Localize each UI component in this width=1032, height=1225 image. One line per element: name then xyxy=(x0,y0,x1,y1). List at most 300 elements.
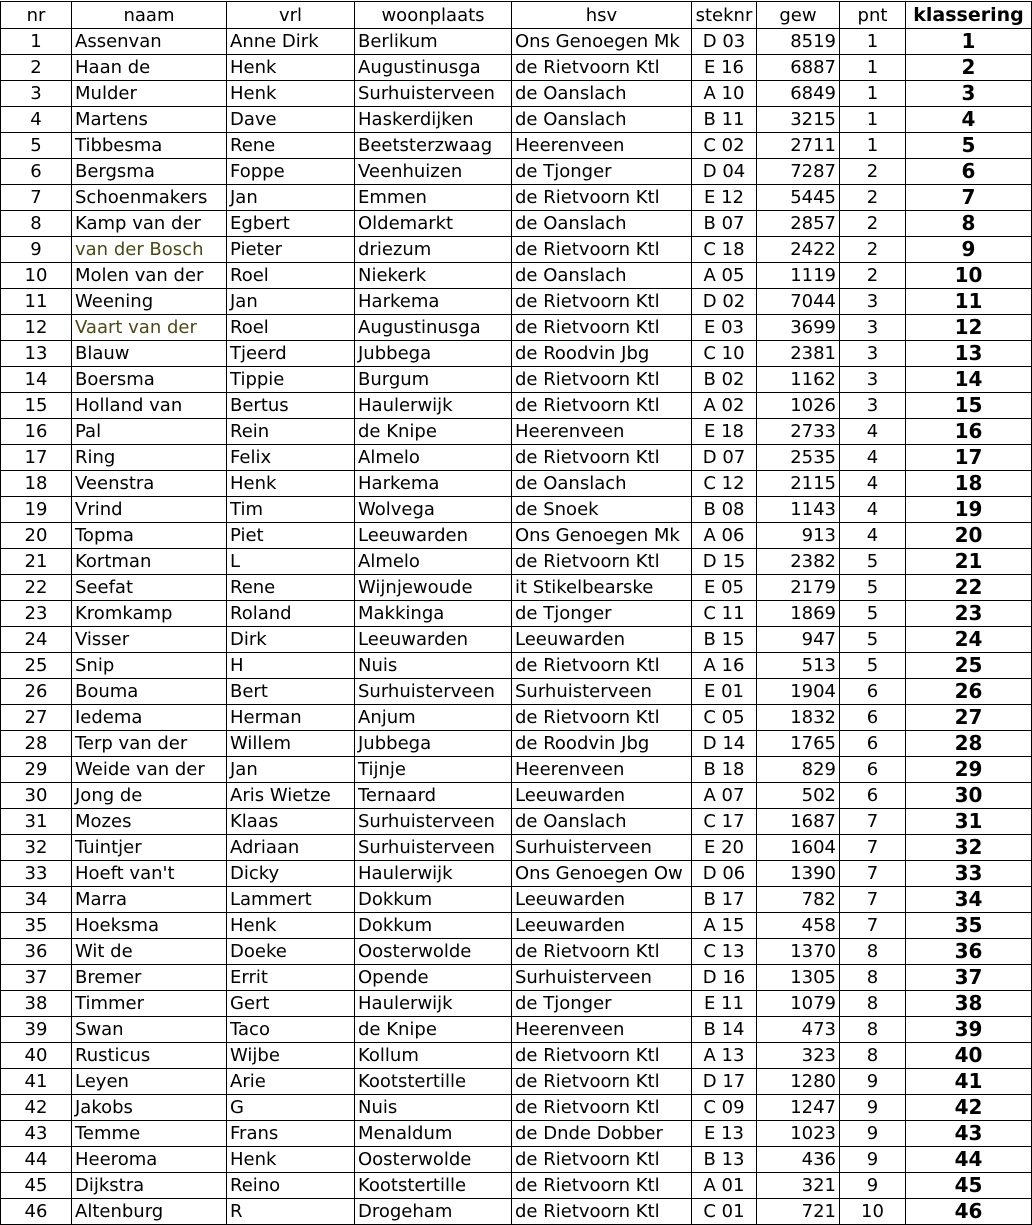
cell-pnt: 2 xyxy=(840,159,906,185)
cell-hsv: Leeuwarden xyxy=(512,627,692,653)
cell-woonplaats: Surhuisterveen xyxy=(355,679,512,705)
cell-naam: Wit de xyxy=(72,939,227,965)
cell-vrl: Errit xyxy=(227,965,355,991)
cell-woonplaats: Opende xyxy=(355,965,512,991)
cell-woonplaats: Leeuwarden xyxy=(355,523,512,549)
cell-nr: 18 xyxy=(1,471,72,497)
cell-naam: Mulder xyxy=(72,81,227,107)
table-row xyxy=(1,1069,1032,1095)
cell-steknr: A 01 xyxy=(692,1173,757,1199)
cell-naam: Haan de xyxy=(72,55,227,81)
cell-klassering: 13 xyxy=(906,341,1032,367)
header-naam: naam xyxy=(72,2,227,29)
cell-steknr: A 16 xyxy=(692,653,757,679)
cell-nr: 20 xyxy=(1,523,72,549)
cell-gew: 1832 xyxy=(757,705,840,731)
cell-vrl: Dave xyxy=(227,107,355,133)
cell-pnt: 1 xyxy=(840,55,906,81)
cell-klassering: 12 xyxy=(906,315,1032,341)
cell-nr: 46 xyxy=(1,1199,72,1225)
cell-nr: 1 xyxy=(1,29,72,55)
cell-klassering: 38 xyxy=(906,991,1032,1017)
cell-hsv: de Roodvin Jbg xyxy=(512,731,692,757)
table-body xyxy=(1,29,1032,1225)
cell-gew: 2422 xyxy=(757,237,840,263)
cell-steknr: E 01 xyxy=(692,679,757,705)
cell-nr: 38 xyxy=(1,991,72,1017)
table-row xyxy=(1,81,1032,107)
cell-vrl: Adriaan xyxy=(227,835,355,861)
cell-woonplaats: Haulerwijk xyxy=(355,393,512,419)
cell-klassering: 39 xyxy=(906,1017,1032,1043)
cell-vrl: Dicky xyxy=(227,861,355,887)
cell-hsv: de Roodvin Jbg xyxy=(512,341,692,367)
cell-gew: 2733 xyxy=(757,419,840,445)
cell-nr: 19 xyxy=(1,497,72,523)
cell-gew: 436 xyxy=(757,1147,840,1173)
cell-steknr: D 02 xyxy=(692,289,757,315)
cell-gew: 1687 xyxy=(757,809,840,835)
cell-klassering: 25 xyxy=(906,653,1032,679)
table-row xyxy=(1,1121,1032,1147)
cell-naam: Swan xyxy=(72,1017,227,1043)
cell-pnt: 2 xyxy=(840,211,906,237)
cell-vrl: Henk xyxy=(227,81,355,107)
cell-gew: 473 xyxy=(757,1017,840,1043)
cell-klassering: 27 xyxy=(906,705,1032,731)
header-pnt: pnt xyxy=(840,2,906,29)
cell-woonplaats: Dokkum xyxy=(355,913,512,939)
cell-steknr: C 05 xyxy=(692,705,757,731)
cell-woonplaats: Burgum xyxy=(355,367,512,393)
cell-hsv: de Tjonger xyxy=(512,991,692,1017)
table-row xyxy=(1,861,1032,887)
cell-hsv: de Rietvoorn Ktl xyxy=(512,705,692,731)
cell-nr: 15 xyxy=(1,393,72,419)
cell-klassering: 4 xyxy=(906,107,1032,133)
cell-steknr: C 13 xyxy=(692,939,757,965)
cell-vrl: H xyxy=(227,653,355,679)
table-row xyxy=(1,55,1032,81)
cell-hsv: de Rietvoorn Ktl xyxy=(512,367,692,393)
cell-vrl: Bertus xyxy=(227,393,355,419)
cell-woonplaats: Veenhuizen xyxy=(355,159,512,185)
cell-steknr: E 12 xyxy=(692,185,757,211)
table-row xyxy=(1,1043,1032,1069)
cell-steknr: C 02 xyxy=(692,133,757,159)
cell-naam: Heeroma xyxy=(72,1147,227,1173)
cell-klassering: 41 xyxy=(906,1069,1032,1095)
cell-naam: Vaart van der xyxy=(72,315,227,341)
cell-woonplaats: Oosterwolde xyxy=(355,939,512,965)
cell-vrl: L xyxy=(227,549,355,575)
cell-steknr: D 16 xyxy=(692,965,757,991)
cell-gew: 782 xyxy=(757,887,840,913)
cell-gew: 1765 xyxy=(757,731,840,757)
cell-gew: 458 xyxy=(757,913,840,939)
cell-vrl: Piet xyxy=(227,523,355,549)
cell-nr: 33 xyxy=(1,861,72,887)
header-steknr: steknr xyxy=(692,2,757,29)
cell-gew: 1604 xyxy=(757,835,840,861)
cell-vrl: Roland xyxy=(227,601,355,627)
cell-hsv: Surhuisterveen xyxy=(512,965,692,991)
table-row xyxy=(1,783,1032,809)
table-row xyxy=(1,107,1032,133)
cell-woonplaats: Nuis xyxy=(355,1095,512,1121)
cell-vrl: Tjeerd xyxy=(227,341,355,367)
cell-klassering: 46 xyxy=(906,1199,1032,1225)
cell-hsv: de Dnde Dobber xyxy=(512,1121,692,1147)
cell-nr: 39 xyxy=(1,1017,72,1043)
table-row xyxy=(1,1147,1032,1173)
cell-nr: 27 xyxy=(1,705,72,731)
cell-vrl: Henk xyxy=(227,913,355,939)
table-row xyxy=(1,601,1032,627)
cell-hsv: de Rietvoorn Ktl xyxy=(512,445,692,471)
cell-woonplaats: Augustinusga xyxy=(355,55,512,81)
cell-gew: 1280 xyxy=(757,1069,840,1095)
cell-woonplaats: Ternaard xyxy=(355,783,512,809)
cell-pnt: 6 xyxy=(840,705,906,731)
cell-steknr: B 18 xyxy=(692,757,757,783)
cell-nr: 16 xyxy=(1,419,72,445)
cell-hsv: de Rietvoorn Ktl xyxy=(512,939,692,965)
cell-gew: 2382 xyxy=(757,549,840,575)
cell-vrl: Gert xyxy=(227,991,355,1017)
cell-naam: Iedema xyxy=(72,705,227,731)
cell-klassering: 36 xyxy=(906,939,1032,965)
cell-woonplaats: Surhuisterveen xyxy=(355,809,512,835)
table-row xyxy=(1,419,1032,445)
cell-nr: 14 xyxy=(1,367,72,393)
cell-hsv: de Oanslach xyxy=(512,809,692,835)
cell-nr: 8 xyxy=(1,211,72,237)
cell-pnt: 6 xyxy=(840,731,906,757)
cell-naam: Kortman xyxy=(72,549,227,575)
cell-gew: 323 xyxy=(757,1043,840,1069)
cell-woonplaats: Makkinga xyxy=(355,601,512,627)
header-vrl: vrl xyxy=(227,2,355,29)
cell-pnt: 4 xyxy=(840,471,906,497)
cell-gew: 502 xyxy=(757,783,840,809)
cell-vrl: Jan xyxy=(227,757,355,783)
cell-pnt: 8 xyxy=(840,939,906,965)
cell-steknr: D 14 xyxy=(692,731,757,757)
cell-nr: 31 xyxy=(1,809,72,835)
cell-nr: 12 xyxy=(1,315,72,341)
cell-pnt: 7 xyxy=(840,835,906,861)
cell-klassering: 22 xyxy=(906,575,1032,601)
cell-steknr: C 11 xyxy=(692,601,757,627)
cell-naam: Blauw xyxy=(72,341,227,367)
cell-woonplaats: Tijnje xyxy=(355,757,512,783)
cell-woonplaats: Oldemarkt xyxy=(355,211,512,237)
table-row xyxy=(1,211,1032,237)
cell-naam: Mozes xyxy=(72,809,227,835)
cell-gew: 1143 xyxy=(757,497,840,523)
cell-naam: Molen van der xyxy=(72,263,227,289)
cell-hsv: Heerenveen xyxy=(512,757,692,783)
cell-nr: 21 xyxy=(1,549,72,575)
cell-klassering: 24 xyxy=(906,627,1032,653)
table-row xyxy=(1,549,1032,575)
cell-steknr: E 18 xyxy=(692,419,757,445)
cell-hsv: de Tjonger xyxy=(512,601,692,627)
cell-nr: 35 xyxy=(1,913,72,939)
table-row xyxy=(1,939,1032,965)
cell-vrl: Roel xyxy=(227,263,355,289)
cell-hsv: de Rietvoorn Ktl xyxy=(512,1069,692,1095)
cell-pnt: 1 xyxy=(840,107,906,133)
cell-vrl: Henk xyxy=(227,471,355,497)
table-row xyxy=(1,731,1032,757)
cell-woonplaats: Augustinusga xyxy=(355,315,512,341)
cell-gew: 2381 xyxy=(757,341,840,367)
cell-pnt: 1 xyxy=(840,29,906,55)
cell-gew: 513 xyxy=(757,653,840,679)
cell-vrl: Rein xyxy=(227,419,355,445)
cell-naam: Bergsma xyxy=(72,159,227,185)
table-row xyxy=(1,887,1032,913)
cell-woonplaats: Jubbega xyxy=(355,341,512,367)
cell-naam: Altenburg xyxy=(72,1199,227,1225)
cell-woonplaats: Dokkum xyxy=(355,887,512,913)
table-row xyxy=(1,809,1032,835)
cell-nr: 30 xyxy=(1,783,72,809)
cell-pnt: 3 xyxy=(840,393,906,419)
cell-hsv: Heerenveen xyxy=(512,419,692,445)
cell-vrl: Henk xyxy=(227,1147,355,1173)
cell-gew: 3215 xyxy=(757,107,840,133)
cell-hsv: de Oanslach xyxy=(512,471,692,497)
cell-pnt: 5 xyxy=(840,601,906,627)
cell-klassering: 30 xyxy=(906,783,1032,809)
cell-steknr: A 07 xyxy=(692,783,757,809)
cell-woonplaats: Nuis xyxy=(355,653,512,679)
cell-vrl: Foppe xyxy=(227,159,355,185)
cell-naam: Jakobs xyxy=(72,1095,227,1121)
cell-woonplaats: Haulerwijk xyxy=(355,991,512,1017)
cell-steknr: C 12 xyxy=(692,471,757,497)
cell-gew: 1390 xyxy=(757,861,840,887)
cell-steknr: E 05 xyxy=(692,575,757,601)
cell-steknr: D 04 xyxy=(692,159,757,185)
cell-nr: 4 xyxy=(1,107,72,133)
cell-pnt: 9 xyxy=(840,1147,906,1173)
cell-nr: 36 xyxy=(1,939,72,965)
cell-naam: Bouma xyxy=(72,679,227,705)
cell-pnt: 4 xyxy=(840,445,906,471)
cell-woonplaats: Haskerdijken xyxy=(355,107,512,133)
cell-klassering: 37 xyxy=(906,965,1032,991)
cell-hsv: de Oanslach xyxy=(512,263,692,289)
cell-naam: van der Bosch xyxy=(72,237,227,263)
cell-vrl: Felix xyxy=(227,445,355,471)
table-row xyxy=(1,497,1032,523)
cell-vrl: Anne Dirk xyxy=(227,29,355,55)
cell-steknr: B 13 xyxy=(692,1147,757,1173)
cell-gew: 2115 xyxy=(757,471,840,497)
cell-pnt: 7 xyxy=(840,913,906,939)
cell-woonplaats: Almelo xyxy=(355,445,512,471)
cell-pnt: 4 xyxy=(840,419,906,445)
cell-pnt: 6 xyxy=(840,679,906,705)
cell-woonplaats: Berlikum xyxy=(355,29,512,55)
cell-vrl: Roel xyxy=(227,315,355,341)
cell-vrl: Doeke xyxy=(227,939,355,965)
cell-hsv: de Oanslach xyxy=(512,81,692,107)
cell-hsv: de Oanslach xyxy=(512,107,692,133)
cell-pnt: 10 xyxy=(840,1199,906,1225)
cell-naam: Tibbesma xyxy=(72,133,227,159)
cell-klassering: 35 xyxy=(906,913,1032,939)
cell-klassering: 1 xyxy=(906,29,1032,55)
cell-woonplaats: Menaldum xyxy=(355,1121,512,1147)
cell-klassering: 10 xyxy=(906,263,1032,289)
cell-steknr: E 03 xyxy=(692,315,757,341)
cell-pnt: 3 xyxy=(840,315,906,341)
table-row xyxy=(1,367,1032,393)
cell-steknr: B 11 xyxy=(692,107,757,133)
cell-hsv: de Rietvoorn Ktl xyxy=(512,55,692,81)
cell-woonplaats: Anjum xyxy=(355,705,512,731)
cell-vrl: R xyxy=(227,1199,355,1225)
cell-hsv: it Stikelbearske xyxy=(512,575,692,601)
cell-gew: 321 xyxy=(757,1173,840,1199)
cell-steknr: D 15 xyxy=(692,549,757,575)
cell-naam: Veenstra xyxy=(72,471,227,497)
cell-naam: Visser xyxy=(72,627,227,653)
cell-steknr: D 06 xyxy=(692,861,757,887)
cell-klassering: 45 xyxy=(906,1173,1032,1199)
cell-nr: 3 xyxy=(1,81,72,107)
cell-steknr: E 16 xyxy=(692,55,757,81)
table-row xyxy=(1,679,1032,705)
cell-klassering: 29 xyxy=(906,757,1032,783)
cell-nr: 29 xyxy=(1,757,72,783)
cell-naam: Terp van der xyxy=(72,731,227,757)
cell-naam: Tuintjer xyxy=(72,835,227,861)
cell-naam: Jong de xyxy=(72,783,227,809)
cell-hsv: Ons Genoegen Ow xyxy=(512,861,692,887)
cell-gew: 7287 xyxy=(757,159,840,185)
cell-gew: 1023 xyxy=(757,1121,840,1147)
cell-klassering: 19 xyxy=(906,497,1032,523)
cell-naam: Ring xyxy=(72,445,227,471)
cell-vrl: Klaas xyxy=(227,809,355,835)
cell-naam: Weening xyxy=(72,289,227,315)
cell-hsv: de Rietvoorn Ktl xyxy=(512,1173,692,1199)
cell-hsv: Heerenveen xyxy=(512,133,692,159)
cell-vrl: Bert xyxy=(227,679,355,705)
cell-nr: 6 xyxy=(1,159,72,185)
cell-pnt: 1 xyxy=(840,133,906,159)
cell-vrl: Arie xyxy=(227,1069,355,1095)
cell-klassering: 15 xyxy=(906,393,1032,419)
cell-klassering: 32 xyxy=(906,835,1032,861)
cell-steknr: A 13 xyxy=(692,1043,757,1069)
cell-nr: 40 xyxy=(1,1043,72,1069)
cell-woonplaats: Wolvega xyxy=(355,497,512,523)
cell-nr: 26 xyxy=(1,679,72,705)
cell-naam: Leyen xyxy=(72,1069,227,1095)
cell-naam: Seefat xyxy=(72,575,227,601)
table-row xyxy=(1,263,1032,289)
cell-naam: Dijkstra xyxy=(72,1173,227,1199)
table-row xyxy=(1,1017,1032,1043)
cell-gew: 2711 xyxy=(757,133,840,159)
table-row xyxy=(1,991,1032,1017)
cell-woonplaats: Surhuisterveen xyxy=(355,835,512,861)
cell-gew: 1247 xyxy=(757,1095,840,1121)
cell-gew: 829 xyxy=(757,757,840,783)
cell-gew: 2535 xyxy=(757,445,840,471)
cell-klassering: 18 xyxy=(906,471,1032,497)
cell-klassering: 31 xyxy=(906,809,1032,835)
cell-woonplaats: Emmen xyxy=(355,185,512,211)
cell-pnt: 9 xyxy=(840,1173,906,1199)
cell-pnt: 6 xyxy=(840,783,906,809)
cell-nr: 13 xyxy=(1,341,72,367)
cell-pnt: 8 xyxy=(840,1017,906,1043)
cell-pnt: 3 xyxy=(840,341,906,367)
cell-woonplaats: Kootstertille xyxy=(355,1173,512,1199)
cell-steknr: B 14 xyxy=(692,1017,757,1043)
cell-klassering: 11 xyxy=(906,289,1032,315)
cell-gew: 7044 xyxy=(757,289,840,315)
cell-woonplaats: de Knipe xyxy=(355,1017,512,1043)
cell-klassering: 44 xyxy=(906,1147,1032,1173)
cell-naam: Pal xyxy=(72,419,227,445)
cell-steknr: E 11 xyxy=(692,991,757,1017)
cell-nr: 22 xyxy=(1,575,72,601)
cell-klassering: 42 xyxy=(906,1095,1032,1121)
cell-steknr: D 17 xyxy=(692,1069,757,1095)
cell-vrl: Jan xyxy=(227,289,355,315)
table-row xyxy=(1,341,1032,367)
cell-pnt: 5 xyxy=(840,627,906,653)
table-row xyxy=(1,445,1032,471)
cell-vrl: Frans xyxy=(227,1121,355,1147)
cell-vrl: Tim xyxy=(227,497,355,523)
cell-nr: 5 xyxy=(1,133,72,159)
cell-naam: Kromkamp xyxy=(72,601,227,627)
cell-steknr: C 18 xyxy=(692,237,757,263)
cell-woonplaats: Almelo xyxy=(355,549,512,575)
cell-vrl: Henk xyxy=(227,55,355,81)
cell-nr: 9 xyxy=(1,237,72,263)
cell-woonplaats: Kollum xyxy=(355,1043,512,1069)
cell-naam: Temme xyxy=(72,1121,227,1147)
cell-naam: Assenvan xyxy=(72,29,227,55)
table-row xyxy=(1,757,1032,783)
cell-steknr: D 07 xyxy=(692,445,757,471)
cell-hsv: Leeuwarden xyxy=(512,913,692,939)
cell-hsv: Heerenveen xyxy=(512,1017,692,1043)
table-row xyxy=(1,575,1032,601)
table-row xyxy=(1,133,1032,159)
cell-nr: 28 xyxy=(1,731,72,757)
cell-pnt: 3 xyxy=(840,289,906,315)
header-hsv: hsv xyxy=(512,2,692,29)
cell-pnt: 8 xyxy=(840,1043,906,1069)
cell-pnt: 2 xyxy=(840,263,906,289)
cell-nr: 24 xyxy=(1,627,72,653)
cell-naam: Rusticus xyxy=(72,1043,227,1069)
cell-hsv: Leeuwarden xyxy=(512,887,692,913)
table-row xyxy=(1,523,1032,549)
